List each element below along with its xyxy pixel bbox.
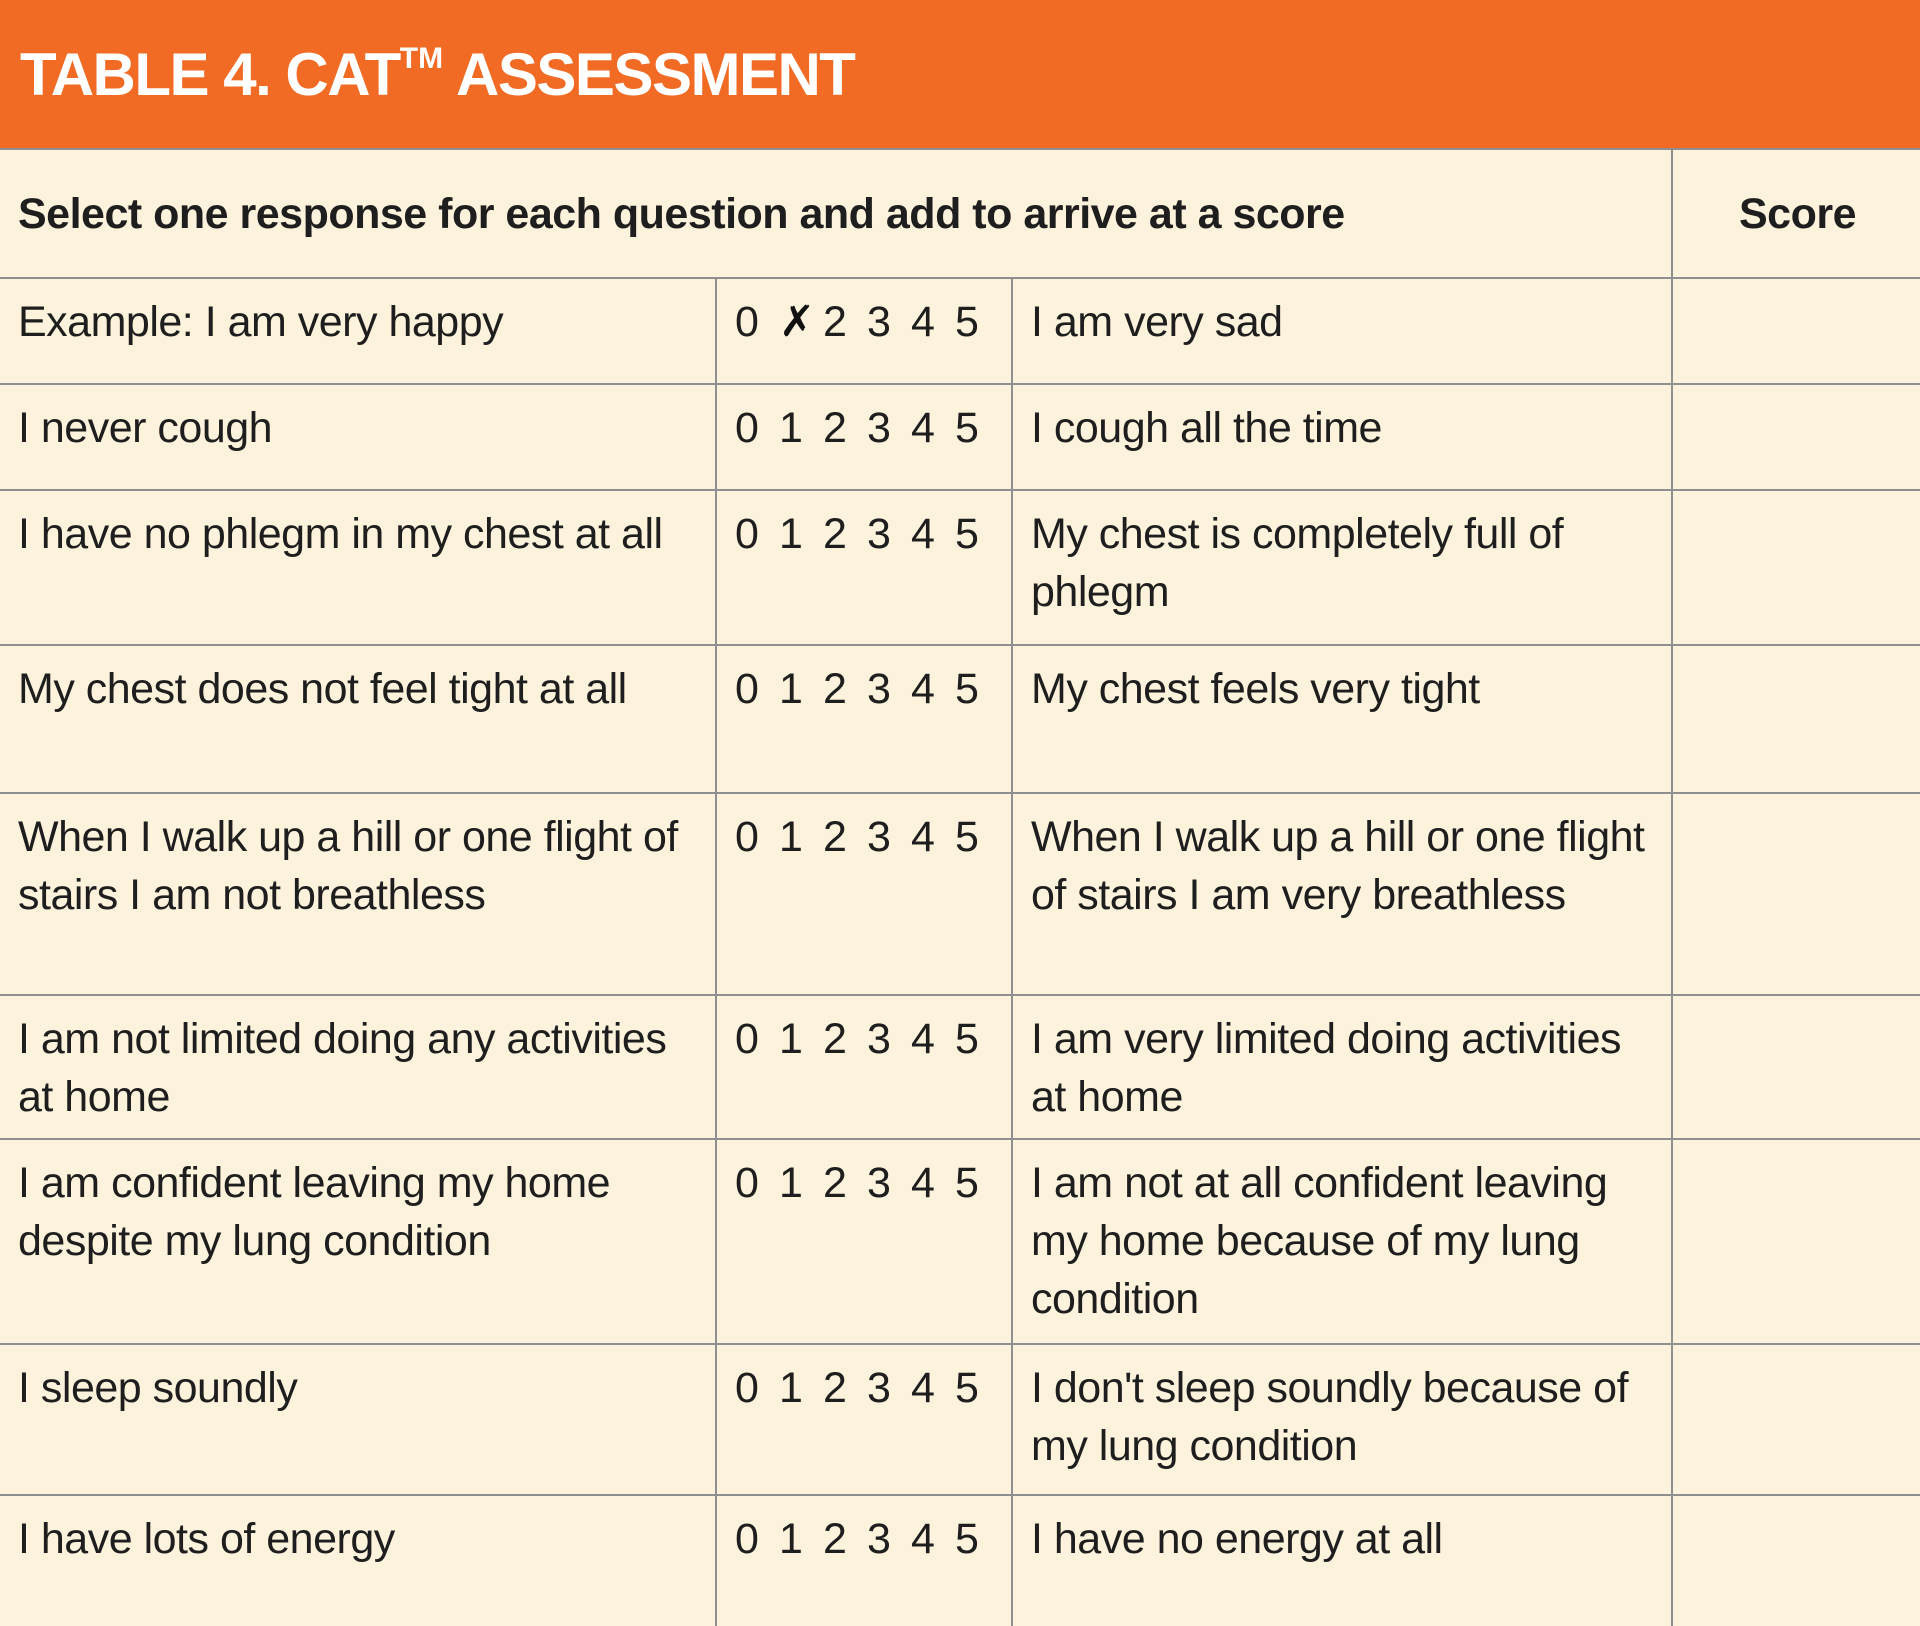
row-left-statement: When I walk up a hill or one flight of stairs I am not breathless [0, 793, 716, 995]
table-row [0, 490, 1920, 645]
table-row [0, 995, 1920, 1139]
scale-option: 0 [735, 665, 759, 713]
table-row [0, 793, 1920, 995]
scale-option: 4 [911, 1364, 935, 1412]
score-cell[interactable] [1672, 384, 1920, 490]
scale-option: 2 [823, 813, 847, 861]
scale-option: 4 [911, 1515, 935, 1563]
scale-option: 2 [823, 1159, 847, 1207]
scale-option: 3 [867, 1015, 891, 1063]
table-title-bar [0, 0, 1920, 150]
response-scale [716, 995, 1012, 1139]
row-right-statement: I have no energy at all [1012, 1495, 1672, 1626]
scale-option: 1 [779, 1364, 803, 1412]
scale-option: 4 [911, 1159, 935, 1207]
scale-option: 5 [955, 1364, 979, 1412]
row-right-statement: I am not at all confident leaving my home because of my lung condition [1012, 1139, 1672, 1344]
scale-option: 4 [911, 1015, 935, 1063]
scale-option: 2 [823, 298, 847, 346]
response-scale [716, 1139, 1012, 1344]
scale-option: 3 [867, 665, 891, 713]
scale-option: 0 [735, 1364, 759, 1412]
scale-option: 2 [823, 1015, 847, 1063]
response-scale [716, 490, 1012, 645]
scale-option: 2 [823, 510, 847, 558]
scale-option: 0 [735, 510, 759, 558]
scale-option: 3 [867, 1159, 891, 1207]
table-row [0, 1139, 1920, 1344]
scale-option: 0 [735, 1159, 759, 1207]
scale-option: 3 [867, 404, 891, 452]
row-left-statement: I sleep soundly [0, 1344, 716, 1495]
title-main: TABLE 4. CAT [20, 40, 400, 108]
score-cell[interactable] [1672, 995, 1920, 1139]
response-scale [716, 793, 1012, 995]
trademark-mark: TM [399, 41, 444, 75]
title-rest: ASSESSMENT [443, 40, 855, 108]
scale-option: 3 [867, 510, 891, 558]
row-right-statement: My chest feels very tight [1012, 645, 1672, 793]
scale-option: 3 [867, 1515, 891, 1563]
scale-option: 0 [735, 813, 759, 861]
scale-option: 1 [779, 1159, 803, 1207]
score-cell[interactable] [1672, 1495, 1920, 1626]
scale-option: 1 [779, 813, 803, 861]
scale-option: 3 [867, 813, 891, 861]
score-cell[interactable] [1672, 490, 1920, 645]
scale-option: 2 [823, 665, 847, 713]
row-left-statement: I have no phlegm in my chest at all [0, 490, 716, 645]
scale-option: 5 [955, 1015, 979, 1063]
table-title [20, 40, 854, 109]
scale-option: 4 [911, 298, 935, 346]
scale-option: 3 [867, 1364, 891, 1412]
score-cell[interactable] [1672, 645, 1920, 793]
scale-option: 1 [779, 404, 803, 452]
scale-option: 5 [955, 665, 979, 713]
scale-option: 1 [779, 510, 803, 558]
score-cell[interactable] [1672, 793, 1920, 995]
scale-option: 4 [911, 404, 935, 452]
scale-option: 1 [779, 1015, 803, 1063]
score-header: Score [1672, 150, 1920, 278]
row-left-statement: My chest does not feel tight at all [0, 645, 716, 793]
row-right-statement: My chest is completely full of phlegm [1012, 490, 1672, 645]
table-row [0, 384, 1920, 490]
scale-option: 5 [955, 813, 979, 861]
response-scale [716, 1495, 1012, 1626]
response-scale [716, 645, 1012, 793]
score-cell[interactable] [1672, 278, 1920, 384]
response-scale [716, 278, 1012, 384]
row-left-statement: I am confident leaving my home despite my lung condition [0, 1139, 716, 1344]
assessment-grid [0, 150, 1920, 1626]
scale-option: 0 [735, 1015, 759, 1063]
score-cell[interactable] [1672, 1344, 1920, 1495]
scale-option: 2 [823, 1515, 847, 1563]
table-row [0, 278, 1920, 384]
response-scale [716, 384, 1012, 490]
scale-option: 5 [955, 510, 979, 558]
row-left-statement: I never cough [0, 384, 716, 490]
table-row [0, 645, 1920, 793]
row-right-statement: I am very limited doing activities at home [1012, 995, 1672, 1139]
table-header-row [0, 150, 1920, 278]
scale-option: 3 [867, 298, 891, 346]
instruction-header: Select one response for each question and add to arrive at a score [0, 150, 1672, 278]
scale-option: 4 [911, 813, 935, 861]
scale-option: 4 [911, 510, 935, 558]
scale-option-crossed: ✗ [779, 297, 815, 347]
scale-option: 2 [823, 1364, 847, 1412]
row-left-statement: I am not limited doing any activities at home [0, 995, 716, 1139]
row-right-statement: When I walk up a hill or one flight of stairs I am very breathless [1012, 793, 1672, 995]
row-right-statement: I cough all the time [1012, 384, 1672, 490]
score-cell[interactable] [1672, 1139, 1920, 1344]
scale-option: 5 [955, 404, 979, 452]
scale-option: 5 [955, 1159, 979, 1207]
table-row [0, 1344, 1920, 1495]
scale-option: 5 [955, 1515, 979, 1563]
table-row [0, 1495, 1920, 1626]
scale-option: 5 [955, 298, 979, 346]
row-right-statement: I don't sleep soundly because of my lung condition [1012, 1344, 1672, 1495]
row-left-statement: I have lots of energy [0, 1495, 716, 1626]
scale-option: 0 [735, 404, 759, 452]
scale-option: 1 [779, 1515, 803, 1563]
scale-option: 2 [823, 404, 847, 452]
row-left-statement: Example: I am very happy [0, 278, 716, 384]
scale-option: 1 [779, 665, 803, 713]
scale-option: 0 [735, 298, 759, 346]
scale-option: 0 [735, 1515, 759, 1563]
response-scale [716, 1344, 1012, 1495]
scale-option: 4 [911, 665, 935, 713]
row-right-statement: I am very sad [1012, 278, 1672, 384]
